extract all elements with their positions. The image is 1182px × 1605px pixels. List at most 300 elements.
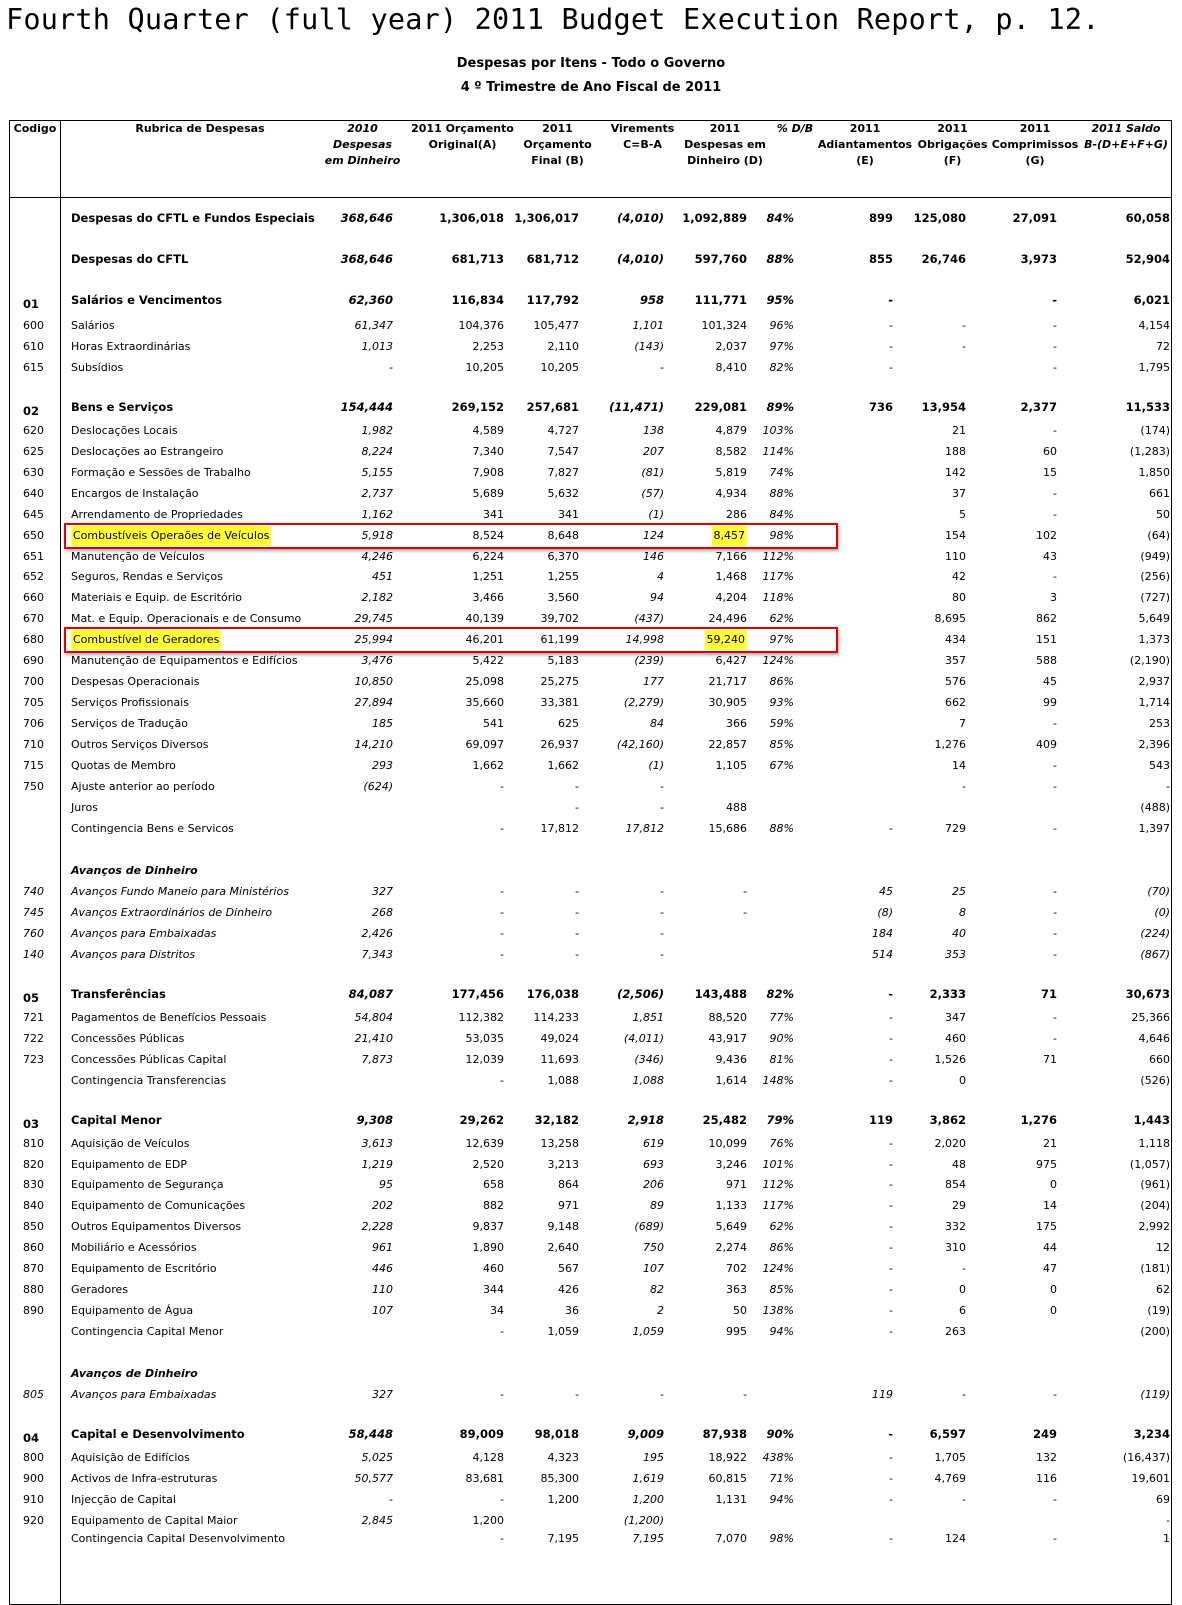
cell-obr: - [962,1388,966,1401]
cell-label: Juros [71,801,98,814]
cell-obr: 357 [945,654,966,667]
cell-code: 660 [23,591,44,604]
cell-obr: 3,862 [929,1113,966,1127]
cell-label: Materiais e Equip. de Escritório [71,591,243,604]
cell-d2010: 62,360 [348,293,393,307]
cell-saldo: 253 [1149,717,1170,730]
cell-d2010: 2,845 [361,1514,393,1527]
cell-pct: 82% [766,987,794,1001]
cell-obr: 14 [952,759,966,772]
header-2010: 2010 Despesas em Dinheiro [324,122,401,167]
cell-obr: 332 [945,1220,966,1233]
cell-saldo: 1,850 [1138,466,1170,479]
cell-adi: - [889,1472,893,1485]
cell-adi: 45 [879,885,893,898]
header-codigo: Codigo [13,122,57,135]
cell-code: 651 [23,550,44,563]
cell-vir: (346) [634,1053,664,1066]
cell-code: 840 [23,1199,44,1212]
cell-comp: 3 [1050,591,1057,604]
cell-comp: - [1053,319,1057,332]
cell-desp: 4,934 [715,487,747,500]
cell-d2010: 8,224 [361,445,393,458]
cell-comp: 44 [1043,1241,1057,1254]
cell-vir: 1,101 [632,319,664,332]
cell-orig: - [500,927,504,940]
cell-adi: - [889,1158,893,1171]
cell-final: 25,275 [540,675,579,688]
cell-obr: - [962,340,966,353]
cell-label: Deslocações Locais [71,424,178,437]
cell-vir: (239) [634,654,664,667]
cell-comp: 71 [1040,987,1057,1001]
cell-orig: 7,340 [472,445,504,458]
cell-saldo: (488) [1140,801,1170,814]
cell-d2010: 14,210 [354,738,393,751]
cell-desp: 25,482 [702,1113,747,1127]
cell-orig: 29,262 [459,1113,504,1127]
cell-saldo: (256) [1140,570,1170,583]
cell-code: 710 [23,738,44,751]
header-saldo: 2011 Saldo B-(D+E+F+G) [1084,122,1168,151]
cell-adi: - [889,1451,893,1464]
cell-d2010: 1,982 [361,424,393,437]
cell-pct: 76% [769,1137,794,1150]
cell-desp: 50 [733,1304,747,1317]
cell-final: - [575,780,579,793]
cell-saldo: (119) [1140,1388,1170,1401]
cell-comp: 975 [1036,1158,1057,1171]
cell-saldo: 19,601 [1131,1472,1170,1485]
cell-final: 1,088 [547,1074,579,1087]
cell-final: 117,792 [526,293,579,307]
cell-adi: - [889,1304,893,1317]
cell-d2010: 58,448 [348,1427,393,1441]
cell-code: 722 [23,1032,44,1045]
cell-pct: 90% [766,1427,794,1441]
cell-label: Combustíveis Operaões de Veículos [71,526,271,546]
cell-pct: 98% [769,529,794,542]
table-row [9,397,1172,417]
cell-vir: (2,506) [617,987,664,1001]
cell-code: 820 [23,1158,44,1171]
header-comprimissos: 2011 Comprimissos (G) [991,122,1079,167]
cell-pct: 86% [769,1241,794,1254]
cell-d2010: 327 [372,1388,393,1401]
cell-label: Geradores [71,1283,129,1296]
cell-desp: 1,614 [715,1074,747,1087]
cell-d2010: 293 [372,759,393,772]
cell-orig: 541 [483,717,504,730]
cell-d2010: 5,155 [361,466,393,479]
cell-final: - [575,948,579,961]
table-row [9,1469,1172,1489]
cell-label: Salários e Vencimentos [71,293,223,307]
cell-orig: 177,456 [451,987,504,1001]
cell-label: Contingencia Bens e Servicos [71,822,234,835]
cell-desp: 286 [726,508,747,521]
table-row [9,1008,1172,1028]
cell-vir: - [660,1388,664,1401]
cell-obr: - [962,1493,966,1506]
cell-desp: 1,131 [715,1493,747,1506]
cell-obr: 124 [945,1532,966,1545]
table-row [9,505,1172,525]
cell-desp: 60,815 [708,1472,747,1485]
cell-desp: 21,717 [708,675,747,688]
cell-vir: (81) [641,466,664,479]
cell-vir: 1,059 [632,1325,664,1338]
cell-obr: 125,080 [913,211,966,225]
cell-vir: - [660,361,664,374]
cell-saldo: (1,057) [1129,1158,1170,1171]
cell-pct: 103% [762,424,794,437]
cell-orig: - [500,885,504,898]
cell-d2010: 10,850 [354,675,393,688]
cell-final: 5,183 [547,654,579,667]
cell-desp: 18,922 [708,1451,747,1464]
cell-obr: 662 [945,696,966,709]
cell-comp: - [1053,424,1057,437]
cell-desp: 2,037 [715,340,747,353]
cell-obr: 110 [945,550,966,563]
cell-comp: - [1053,508,1057,521]
table-row [9,463,1172,483]
cell-obr: 1,276 [934,738,966,751]
table-row [9,1071,1172,1091]
cell-final: 7,827 [547,466,579,479]
cell-d2010: (624) [363,780,393,793]
cell-orig: 1,200 [472,1514,504,1527]
cell-pct: 97% [769,340,794,353]
cell-adi: 184 [872,927,893,940]
table-row [9,1155,1172,1175]
cell-adi: - [889,340,893,353]
table-row [9,421,1172,441]
cell-obr: 854 [945,1178,966,1191]
cell-pct: 124% [762,1262,794,1275]
cell-code: 600 [23,319,44,332]
cell-final: 176,038 [526,987,579,1001]
cell-obr: - [962,319,966,332]
cell-saldo: 52,904 [1125,252,1170,266]
cell-vir: (689) [634,1220,664,1233]
cell-comp: - [1053,717,1057,730]
cell-code: 705 [23,696,44,709]
cell-orig: 658 [483,1178,504,1191]
cell-vir: (4,011) [623,1032,664,1045]
cell-code: 800 [23,1451,44,1464]
cell-saldo: 1,714 [1138,696,1170,709]
cell-comp: - [1053,487,1057,500]
cell-desp: 111,771 [694,293,747,307]
cell-obr: 6 [959,1304,966,1317]
cell-desp: 363 [726,1283,747,1296]
table-row [9,714,1172,734]
cell-final: 1,662 [547,759,579,772]
cell-vir: (1) [648,508,664,521]
cell-final: - [575,927,579,940]
cell-final: 61,199 [540,633,579,646]
cell-label: Horas Extraordinárias [71,340,191,353]
cell-d2010: 3,476 [361,654,393,667]
cell-d2010: 4,246 [361,550,393,563]
cell-orig: - [500,780,504,793]
cell-orig: 681,713 [451,252,504,266]
cell-code: 870 [23,1262,44,1275]
cell-code: 02 [23,404,40,418]
cell-obr: 21 [952,424,966,437]
cell-comp: - [1053,822,1057,835]
cell-label: Avanços de Dinheiro [71,1367,198,1380]
cell-saldo: 6,021 [1133,293,1170,307]
table-row [9,861,1172,881]
cell-saldo: 660 [1149,1053,1170,1066]
cell-label: Despesas do CFTL e Fundos Especiais [71,211,315,225]
cell-saldo: (70) [1147,885,1170,898]
table-row [9,1280,1172,1300]
cell-vir: 17,812 [625,822,664,835]
cell-label: Serviços Profissionais [71,696,189,709]
cell-desp: 59,240 [705,630,748,650]
cell-saldo: (867) [1140,948,1170,961]
cell-d2010: 27,894 [354,696,393,709]
cell-pct: 88% [769,487,794,500]
cell-label: Salários [71,319,115,332]
cell-d2010: 2,426 [361,927,393,940]
cell-saldo: 4,646 [1138,1032,1170,1045]
cell-vir: (437) [634,612,664,625]
cell-orig: 1,662 [472,759,504,772]
cell-final: 625 [558,717,579,730]
cell-saldo: 661 [1149,487,1170,500]
cell-pct: 96% [769,319,794,332]
cell-adi: - [888,293,893,307]
cell-comp: - [1053,1032,1057,1045]
cell-final: 32,182 [534,1113,579,1127]
cell-orig: 4,589 [472,424,504,437]
cell-code: 760 [23,927,44,940]
cell-label: Concessões Públicas [71,1032,185,1045]
cell-pct: 62% [769,1220,794,1233]
cell-vir: 207 [643,445,664,458]
header-adiantamentos: 2011 Adiantamentos (E) [817,122,913,167]
table-row [9,1029,1172,1049]
cell-comp: 151 [1036,633,1057,646]
cell-obr: 188 [945,445,966,458]
cell-orig: 882 [483,1199,504,1212]
cell-desp: 8,410 [715,361,747,374]
cell-pct: 118% [762,591,794,604]
cell-comp: 409 [1036,738,1057,751]
cell-label: Pagamentos de Benefícios Pessoais [71,1011,267,1024]
cell-label: Contingencia Capital Desenvolvimento [71,1532,285,1545]
cell-adi: - [889,1178,893,1191]
cell-d2010: 1,162 [361,508,393,521]
cell-label: Manutenção de Veículos [71,550,205,563]
table-row [9,1490,1172,1510]
cell-code: 650 [23,529,44,542]
cell-vir: 124 [643,529,664,542]
table-row [9,672,1172,692]
cell-vir: - [660,885,664,898]
cell-orig: 69,097 [465,738,504,751]
cell-d2010: 5,918 [361,529,393,542]
cell-pct: 94% [769,1493,794,1506]
cell-final: 3,560 [547,591,579,604]
cell-obr: 576 [945,675,966,688]
table-row [9,777,1172,797]
page-title: Fourth Quarter (full year) 2011 Budget Execution Report, p. 12. [6,3,1100,36]
cell-desp: 88,520 [708,1011,747,1024]
table-row [9,1050,1172,1070]
cell-obr: 434 [945,633,966,646]
cell-obr: 263 [945,1325,966,1338]
cell-final: 114,233 [533,1011,579,1024]
cell-final: 2,110 [547,340,579,353]
cell-orig: 12,639 [465,1137,504,1150]
cell-d2010: 110 [372,1283,393,1296]
cell-d2010: 9,308 [356,1113,393,1127]
cell-desp: 702 [726,1262,747,1275]
cell-saldo: 1,118 [1138,1137,1170,1150]
cell-orig: 7,908 [472,466,504,479]
cell-final: - [575,1388,579,1401]
cell-orig: 9,837 [472,1220,504,1233]
cell-final: 1,306,017 [514,211,579,225]
cell-label: Avanços para Distritos [71,948,196,961]
table-row [9,1529,1172,1549]
cell-saldo: (526) [1140,1074,1170,1087]
cell-saldo: 1,373 [1138,633,1170,646]
cell-final: 33,381 [540,696,579,709]
cell-adi: - [889,1532,893,1545]
cell-saldo: 30,673 [1125,987,1170,1001]
cell-obr: - [962,1262,966,1275]
cell-adi: 855 [868,252,893,266]
cell-orig: 40,139 [465,612,504,625]
cell-orig: 5,422 [472,654,504,667]
cell-vir: 4 [657,570,664,583]
cell-vir: 94 [650,591,664,604]
table-row [9,984,1172,1004]
cell-orig: 5,689 [472,487,504,500]
cell-label: Ajuste anterior ao período [71,780,215,793]
cell-d2010: 185 [372,717,393,730]
cell-saldo: (204) [1140,1199,1170,1212]
table-row [9,358,1172,378]
cell-comp: 14 [1043,1199,1057,1212]
cell-code: 890 [23,1304,44,1317]
cell-obr: 8,695 [934,612,966,625]
cell-vir: 619 [643,1137,664,1150]
cell-desp: 8,457 [712,526,748,546]
cell-label: Equipamento de Escritório [71,1262,217,1275]
cell-orig: 8,524 [472,529,504,542]
cell-orig: 2,253 [472,340,504,353]
cell-adi: - [889,1283,893,1296]
cell-label: Manutenção de Equipamentos e Edifícios [71,654,298,667]
cell-saldo: (19) [1147,1304,1170,1317]
cell-adi: - [889,1493,893,1506]
cell-desp: 22,857 [708,738,747,751]
header-orcamento-original: 2011 Orçamento Original(A) [411,122,514,151]
cell-pct: 93% [769,696,794,709]
cell-adi: 899 [868,211,893,225]
cell-pct: 112% [762,1178,794,1191]
cell-d2010: 7,873 [361,1053,393,1066]
cell-comp: - [1053,927,1057,940]
cell-obr: 154 [945,529,966,542]
cell-code: 805 [23,1388,44,1401]
table-row [9,484,1172,504]
cell-desp: 15,686 [708,822,747,835]
table-row [9,798,1172,818]
table-row [9,337,1172,357]
table-row [9,1385,1172,1405]
cell-adi: - [889,1011,893,1024]
cell-label: Avanços Fundo Maneio para Ministérios [71,885,289,898]
cell-code: 750 [23,780,44,793]
cell-pct: 95% [766,293,794,307]
cell-d2010: 54,804 [354,1011,393,1024]
cell-adi: - [889,822,893,835]
cell-vir: 750 [643,1241,664,1254]
cell-label: Equipamento de Segurança [71,1178,224,1191]
cell-saldo: 50 [1156,508,1170,521]
cell-final: 9,148 [547,1220,579,1233]
cell-d2010: 21,410 [354,1032,393,1045]
cell-vir: (143) [634,340,664,353]
cell-saldo: (224) [1140,927,1170,940]
table-row [9,1364,1172,1384]
cell-adi: - [889,319,893,332]
cell-code: 680 [23,633,44,646]
cell-code: 01 [23,297,40,311]
cell-adi: - [889,1325,893,1338]
cell-final: 105,477 [533,319,579,332]
cell-code: 830 [23,1178,44,1191]
table-row [9,208,1172,228]
cell-adi: - [889,1199,893,1212]
cell-orig: 83,681 [465,1472,504,1485]
cell-saldo: 5,649 [1138,612,1170,625]
cell-vir: 1,088 [632,1074,664,1087]
cell-saldo: (2,190) [1129,654,1170,667]
cell-code: 610 [23,340,44,353]
table-row [9,924,1172,944]
cell-desp: 143,488 [694,987,747,1001]
cell-code: 700 [23,675,44,688]
cell-pct: 98% [769,1532,794,1545]
cell-desp: 4,204 [715,591,747,604]
table-row [9,1511,1172,1531]
cell-adi: 119 [872,1388,893,1401]
cell-obr: 2,333 [929,987,966,1001]
cell-obr: 353 [945,948,966,961]
cell-saldo: (200) [1140,1325,1170,1338]
cell-d2010: 154,444 [340,400,393,414]
cell-orig: 460 [483,1262,504,1275]
cell-comp: 15 [1043,466,1057,479]
header-pct: % D/B [776,122,814,135]
cell-vir: 84 [650,717,664,730]
cell-d2010: 327 [372,885,393,898]
cell-code: 140 [23,948,44,961]
cell-code: 900 [23,1472,44,1485]
cell-label: Contingencia Capital Menor [71,1325,224,1338]
cell-obr: - [962,780,966,793]
